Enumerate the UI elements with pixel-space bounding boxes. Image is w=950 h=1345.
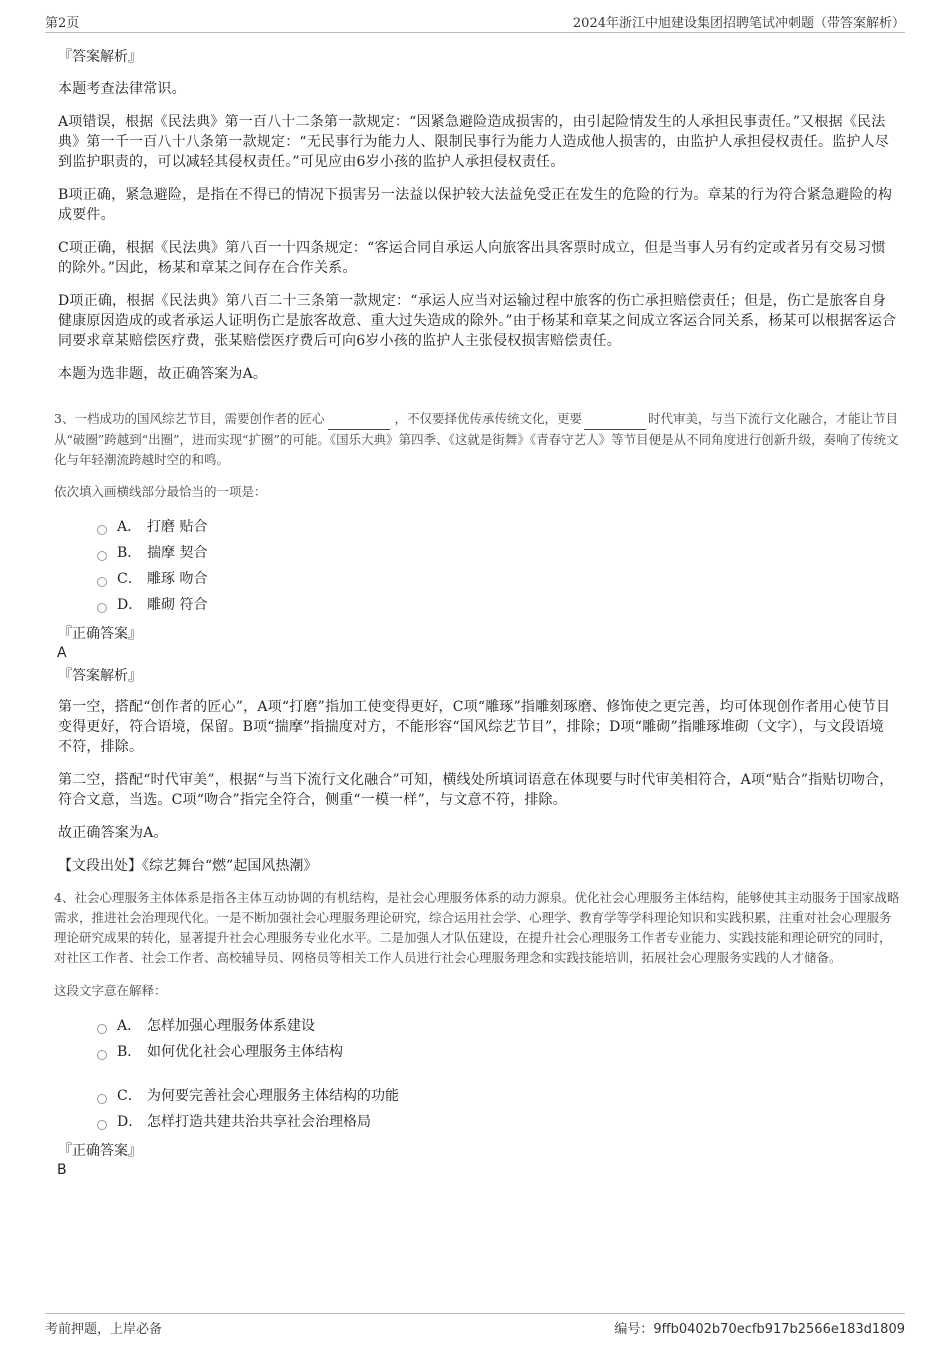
radio-icon[interactable]	[97, 1094, 107, 1104]
option-c[interactable]: C． 为何要完善社会心理服务主体结构的功能	[97, 1083, 900, 1109]
option-b[interactable]: B． 如何优化社会心理服务主体结构	[97, 1039, 900, 1065]
analysis-paragraph: 第一空，搭配“创作者的匠心”，A项“打磨”指加工使变得更好，C项“雕琢”指雕刻琢磨、修饰使之更完善，均可体现创作者用心使节目变得更好，符合语境，保留。B项“揣摩”指揣度对方，不能形容“国风综艺节目”，排除；D项“雕砌”指雕琢堆砌（文字），与文段语境不符，排除。	[58, 699, 891, 755]
document-title: 2024年浙江中旭建设集团招聘笔试冲刺题（带答案解析）	[572, 16, 905, 31]
analysis-paragraph: 第二空，搭配“时代审美”，根据“与当下流行文化融合”可知，横线处所填词语意在体现要与时代审美相符合，A项“贴合”指贴切吻合，符合文意，当选。C项“吻合”指完全符合，侧重“一模一样”，与文意不符，排除。	[58, 772, 894, 808]
correct-answer-value: B	[57, 1162, 67, 1178]
analysis-paragraph: A项错误，根据《民法典》第一百八十二条第一款规定：“因紧急避险造成损害的，由引起险情发生的人承担民事责任。”又根据《民法典》第一千一百八十八条第一款规定：“无民事行为能力人、限制民事行为能力人造成他人损害的，由监护人承担侵权责任。监护人尽到监护职责的，可以减轻其侵权责任。”可见应由6岁小孩的监护人承担侵权责任。	[58, 114, 889, 170]
radio-icon[interactable]	[97, 525, 107, 535]
option-d[interactable]: D． 怎样打造共建共治共享社会治理格局	[97, 1109, 900, 1135]
question-3-text: 3、一档成功的国风综艺节目，需要创作者的匠心 ，不仅要择优传承传统文化，更要 时代审美，与当下流行文化融合，才能让节目从“破圈”跨越到“出圈”，进而实现“扩圈”的可能。《国乐大典》第四季、《这就是街舞》《青春守艺人》等节目便是从不同角度进行创新升级，奏响了传统文化与年轻潮流跨越时空的和鸣。	[54, 411, 899, 467]
footer-slogan: 考前押题，上岸必备	[45, 1322, 163, 1337]
page-content	[45, 40, 900, 1179]
analysis-label: 『答案解析』	[58, 49, 142, 65]
question-3-prompt: 依次填入画横线部分最恰当的一项是：	[54, 484, 267, 499]
source-citation: 【文段出处】《综艺舞台“燃”起国风热潮》	[58, 858, 318, 874]
radio-icon[interactable]	[97, 577, 107, 587]
correct-answer-value: A	[57, 645, 67, 661]
correct-answer-label: 『正确答案』	[58, 1143, 142, 1159]
question-4-options	[97, 1013, 900, 1135]
analysis-paragraph: B项正确，紧急避险，是指在不得已的情况下损害另一法益以保护较大法益免受正在发生的危险的行为。章某的行为符合紧急避险的构成要件。	[58, 187, 893, 223]
analysis-paragraph: D项正确，根据《民法典》第八百二十三条第一款规定：“承运人应当对运输过程中旅客的伤亡承担赔偿责任；但是，伤亡是旅客自身健康原因造成的或者承运人证明伤亡是旅客故意、重大过失造成的除外。”由于杨某和章某之间成立客运合同关系，杨某可以根据客运合同要求章某赔偿医疗费，张某赔偿医疗费后可向6岁小孩的监护人主张侵权损害赔偿责任。	[58, 293, 897, 349]
page-footer	[45, 1313, 905, 1336]
page-header	[45, 10, 905, 33]
footer-id: 编号：9ffb0402b70ecfb917b2566e183d1809	[614, 1322, 905, 1337]
page-number: 第2页	[45, 16, 80, 31]
question-4-text: 4、社会心理服务主体体系是指各主体互动协调的有机结构，是社会心理服务体系的动力源泉。优化社会心理服务主体结构，能够使其主动服务于国家战略需求，推进社会治理现代化。一是不断加强社会心理服务理论研究，综合运用社会学、心理学、教育学等学科理论知识和实践积累，注重对社会心理服务理论研究成果的转化，显著提升社会心理服务专业化水平。二是加强人才队伍建设，在提升社会心理服务工作者专业能力、实践技能和理论研究的同时，对社区工作者、社会工作者、高校辅导员、网格员等相关工作人员进行社会心理服务理念和实践技能培训，拓展社会心理服务实践的人才储备。	[54, 890, 900, 965]
question-4-prompt: 这段文字意在解释：	[54, 983, 167, 998]
blank-line	[584, 409, 646, 430]
option-c[interactable]: C． 雕琢 吻合	[97, 566, 900, 592]
blank-line	[328, 409, 390, 430]
analysis-paragraph: 本题为选非题，故正确答案为A。	[58, 366, 268, 382]
option-a[interactable]: A． 打磨 贴合	[97, 514, 900, 540]
document-code: 9ffb0402b70ecfb917b2566e183d1809	[653, 1322, 905, 1337]
radio-icon[interactable]	[97, 1050, 107, 1060]
analysis-paragraph: C项正确，根据《民法典》第八百一十四条规定：“客运合同自承运人向旅客出具客票时成立，但是当事人另有约定或者另有交易习惯的除外。”因此，杨某和章某之间存在合作关系。	[58, 240, 886, 276]
correct-answer-label: 『正确答案』	[58, 626, 142, 642]
analysis-paragraph: 故正确答案为A。	[58, 825, 168, 841]
analysis-paragraph: 本题考查法律常识。	[58, 81, 186, 97]
radio-icon[interactable]	[97, 1120, 107, 1130]
analysis-label: 『答案解析』	[58, 668, 142, 684]
option-d[interactable]: D． 雕砌 符合	[97, 592, 900, 618]
option-b[interactable]: B． 揣摩 契合	[97, 540, 900, 566]
option-a[interactable]: A． 怎样加强心理服务体系建设	[97, 1013, 900, 1039]
question-3-options	[97, 514, 900, 618]
radio-icon[interactable]	[97, 551, 107, 561]
radio-icon[interactable]	[97, 1024, 107, 1034]
radio-icon[interactable]	[97, 603, 107, 613]
